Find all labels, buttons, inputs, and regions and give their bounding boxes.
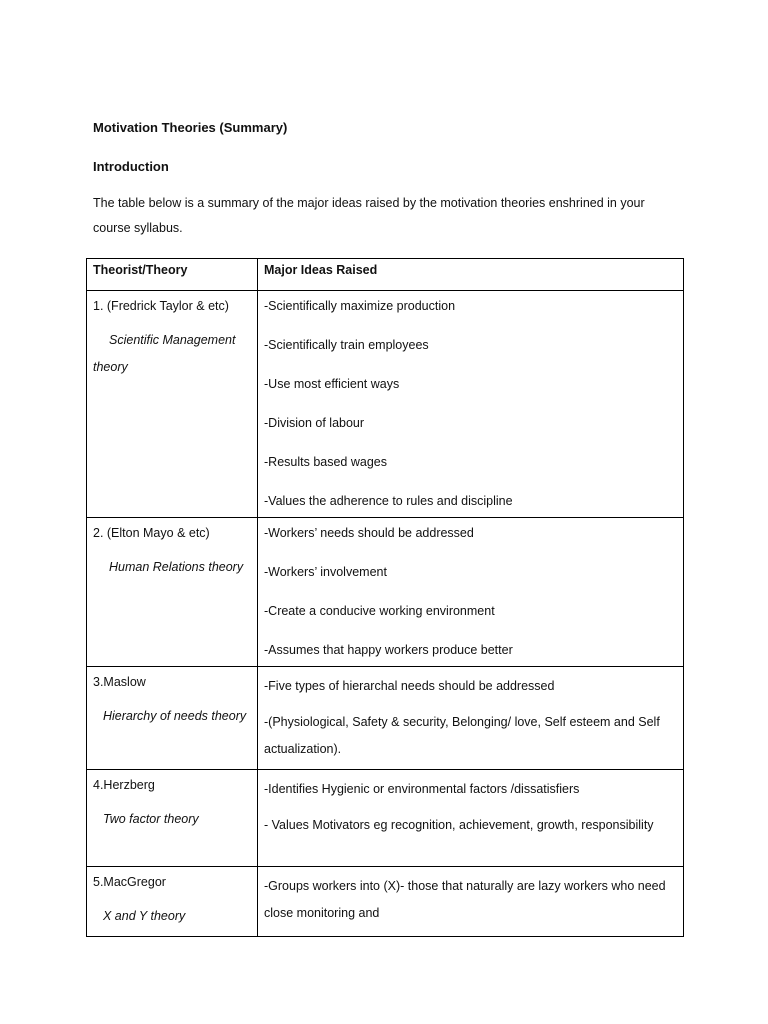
idea-item: -Values the adherence to rules and discipline	[264, 494, 513, 508]
theory-name: Human Relations theory	[109, 560, 244, 574]
theorist-name: 1. (Fredrick Taylor & etc)	[93, 299, 229, 313]
idea-item: -Identifies Hygienic or environmental factors /dissatisfiers	[264, 782, 580, 796]
theorist-cell	[87, 518, 258, 667]
theorist-name: 2. (Elton Mayo & etc)	[93, 526, 210, 540]
idea-item: -Five types of hierarchal needs should be addressed	[264, 679, 555, 693]
idea-item: -Workers’ needs should be addressed	[264, 526, 474, 540]
table-row	[87, 770, 684, 867]
theorist-cell	[87, 770, 258, 867]
table-row	[87, 291, 684, 518]
ideas-cell	[258, 667, 684, 770]
ideas-cell	[258, 770, 684, 867]
table-header-row	[87, 259, 684, 291]
theorist-cell	[87, 867, 258, 937]
idea-item: -Division of labour	[264, 416, 365, 430]
theorist-name: 4.Herzberg	[93, 778, 155, 792]
idea-item: -Groups workers into (X)- those that naturally are lazy workers who need close monitoring and	[264, 879, 666, 920]
column-header-ideas: Major Ideas Raised	[258, 259, 684, 291]
idea-item: -Assumes that happy workers produce better	[264, 643, 513, 657]
idea-item: -Use most efficient ways	[264, 377, 400, 391]
idea-item: -Scientifically train employees	[264, 338, 429, 352]
idea-item: - Values Motivators eg recognition, achievement, growth, responsibility	[264, 818, 654, 832]
theories-summary-table	[86, 258, 684, 937]
theorist-cell	[87, 667, 258, 770]
document-title: Motivation Theories (Summary)	[93, 120, 288, 135]
table-row	[87, 667, 684, 770]
theorist-name: 3.Maslow	[93, 675, 146, 689]
idea-item: -Scientifically maximize production	[264, 299, 456, 313]
theory-name: Scientific Management theory	[93, 333, 236, 374]
idea-item: -Workers’ involvement	[264, 565, 387, 579]
ideas-cell	[258, 518, 684, 667]
intro-heading: Introduction	[93, 159, 169, 174]
idea-item: -Create a conducive working environment	[264, 604, 495, 618]
theory-name: X and Y theory	[103, 909, 186, 923]
column-header-theorist: Theorist/Theory	[87, 259, 258, 291]
table-row	[87, 867, 684, 937]
theory-name: Two factor theory	[103, 812, 199, 826]
theorist-cell	[87, 291, 258, 518]
idea-item: -(Physiological, Safety & security, Belonging/ love, Self esteem and Self actualization).	[264, 715, 660, 756]
intro-paragraph: The table below is a summary of the major ideas raised by the motivation theories enshrined in your course syllabus.	[93, 196, 645, 235]
idea-item: -Results based wages	[264, 455, 387, 469]
theory-name: Hierarchy of needs theory	[103, 709, 247, 723]
theorist-name: 5.MacGregor	[93, 875, 166, 889]
ideas-cell	[258, 867, 684, 937]
table-row	[87, 518, 684, 667]
ideas-cell	[258, 291, 684, 518]
